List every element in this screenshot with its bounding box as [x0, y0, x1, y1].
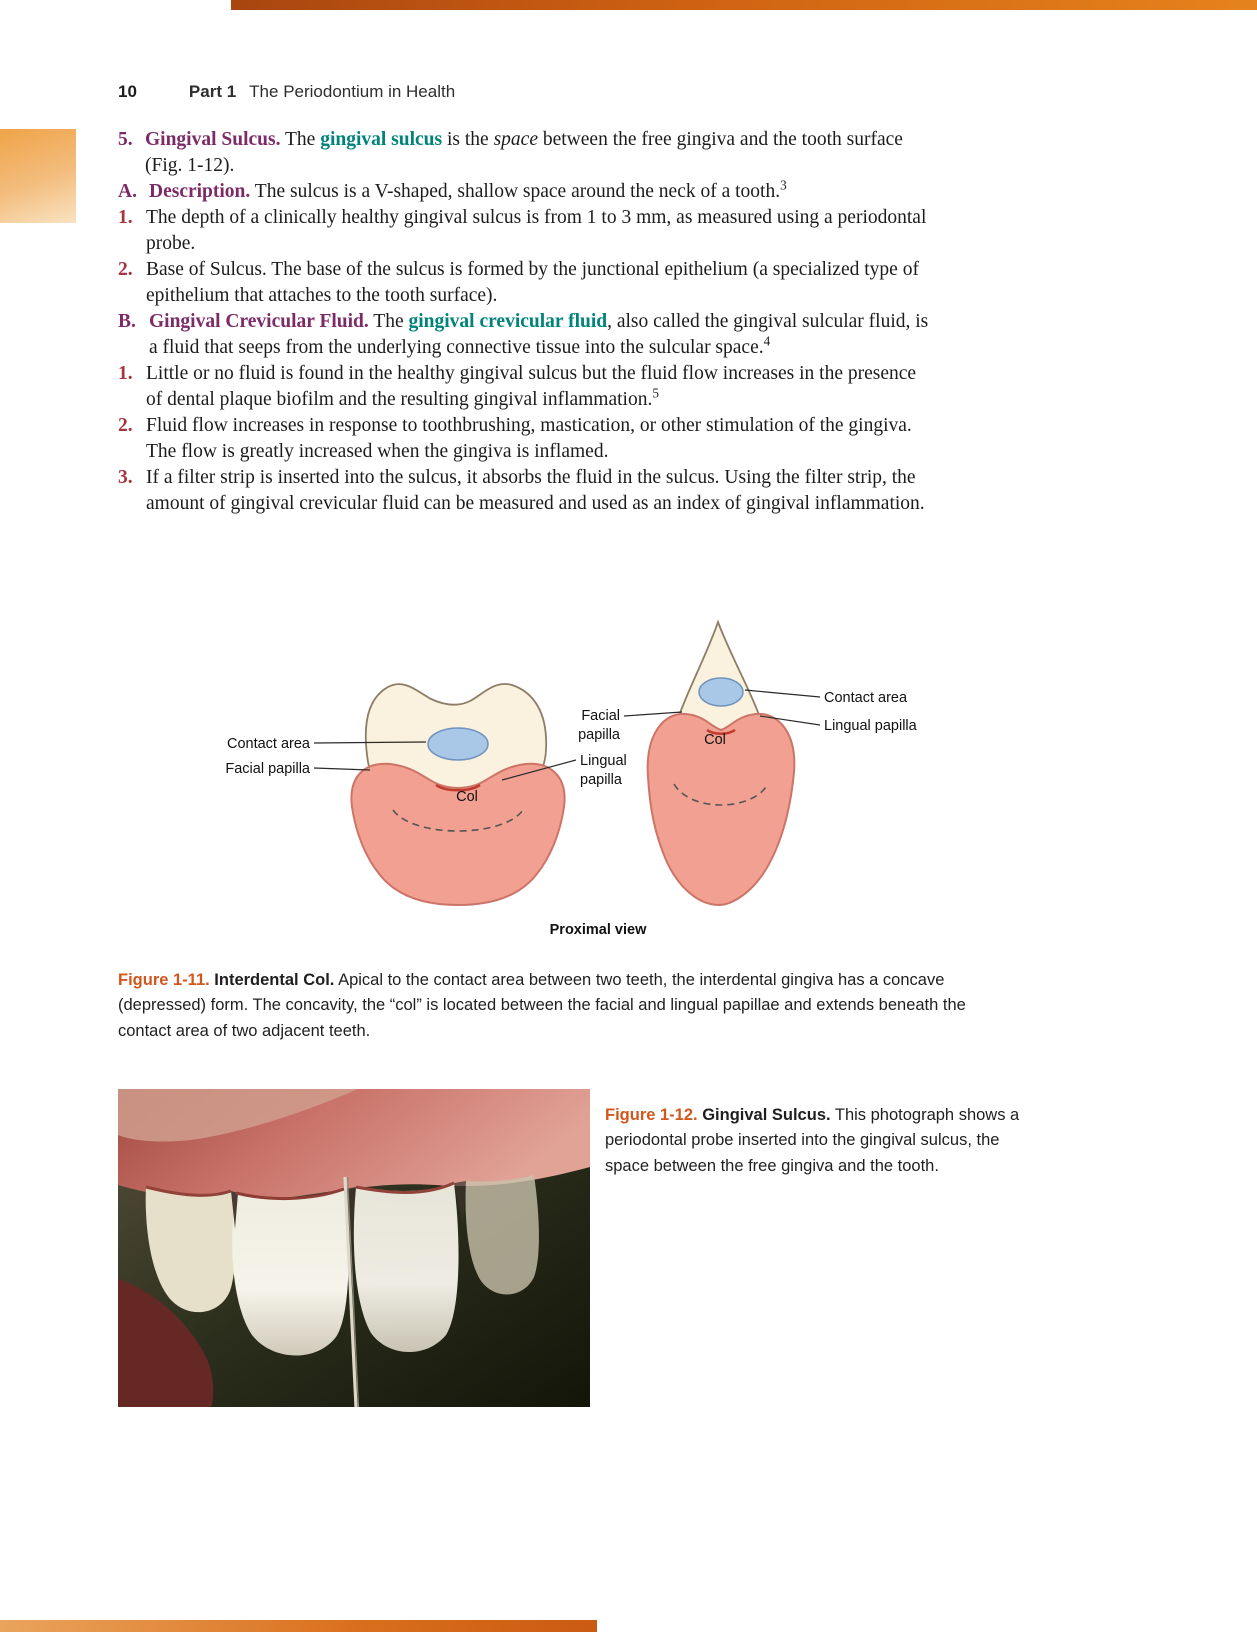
- body-run: The: [280, 129, 321, 150]
- label-lingual-papilla-right: Lingual papilla: [824, 718, 917, 734]
- figure-caption-title: Gingival Sulcus.: [697, 1105, 831, 1124]
- part-label: Part 1: [188, 82, 237, 101]
- figure-1-11: [218, 612, 938, 947]
- reference-superscript: 4: [763, 333, 771, 349]
- contact-area-oval-right: [699, 678, 743, 706]
- item-number: 2.: [118, 259, 133, 280]
- list-item-B2: [118, 413, 930, 465]
- list-item-B: [118, 309, 930, 361]
- reference-superscript: 3: [780, 177, 787, 193]
- body-run: Fluid flow increases in response to toothbrushing, mastication, or other stimulation of the gingiva. The flow is greatly increased when the gingiva is inflamed.: [146, 415, 912, 462]
- body-run: is the: [442, 129, 494, 150]
- interdental-col-diagram: [218, 612, 938, 947]
- item-number: 3.: [118, 467, 133, 488]
- figure-1-11-caption: [118, 968, 1018, 1045]
- body-run: The sulcus is a V-shaped, shallow space around the neck of a tooth.: [250, 181, 781, 202]
- label-facial-papilla-right-line2: papilla: [578, 727, 620, 743]
- proximal-view-label: Proximal view: [549, 922, 647, 938]
- photo-tooth-central: [232, 1189, 348, 1356]
- label-col-right: Col: [704, 732, 726, 748]
- list-item-A2: [118, 257, 930, 309]
- photo-tooth-right: [354, 1183, 459, 1352]
- item-number: A.: [118, 181, 137, 202]
- label-col-left: Col: [456, 789, 478, 805]
- emphasized-word: space: [493, 129, 538, 150]
- item-heading: Gingival Crevicular Fluid.: [149, 311, 369, 332]
- body-run: The depth of a clinically healthy gingival sulcus is from 1 to 3 mm, as measured using a periodontal probe.: [146, 207, 927, 254]
- body-run: If a filter strip is inserted into the sulcus, it absorbs the fluid in the sulcus. Using the filter strip, the amount of gingival crevicular fluid can be measured and used as an index of gingival inflammation.: [146, 467, 925, 514]
- left-decoration-block: [0, 129, 76, 223]
- figure-caption-text: This photograph shows a periodontal probe inserted into the gingival sulcus, the space between the free gingiva and the tooth.: [605, 1105, 1020, 1175]
- body-run: , also called the gingival sulcular fluid, is a fluid that seeps from the underlying connective tissue into the sulcular space.: [149, 311, 929, 358]
- gingival-sulcus-photo: [118, 1089, 590, 1407]
- figure-label: Figure 1-11.: [118, 970, 210, 989]
- list-item-A: [118, 179, 930, 205]
- page-number: 10: [118, 82, 137, 101]
- list-item-B1: [118, 361, 930, 413]
- list-item-B3: [118, 465, 930, 517]
- figure-label: Figure 1-12.: [605, 1105, 698, 1124]
- label-lingual-papilla-left-line2: papilla: [580, 772, 622, 788]
- reference-superscript: 5: [652, 385, 659, 401]
- body-run: The: [368, 311, 409, 332]
- item-number: B.: [118, 311, 136, 332]
- top-decoration-bar: [231, 0, 1257, 10]
- body-text: [118, 127, 930, 517]
- contact-area-oval-left: [428, 728, 488, 760]
- item-number: 5.: [118, 129, 133, 150]
- key-term: gingival crevicular fluid: [408, 311, 608, 332]
- bottom-decoration-bar: [0, 1620, 597, 1632]
- list-item-A1: [118, 205, 930, 257]
- label-lingual-papilla-left-line1: Lingual: [580, 753, 627, 769]
- body-run: between the free gingiva and the tooth surface (Fig. 1-12).: [145, 129, 903, 176]
- item-heading: Gingival Sulcus.: [145, 129, 281, 150]
- item-number: 1.: [118, 207, 133, 228]
- figure-caption-title: Interdental Col.: [209, 970, 335, 989]
- figure-caption-text: Apical to the contact area between two teeth, the interdental gingiva has a concave (depressed) form. The concavity, the “col” is located between the facial and lingual papillae and extends beneath the contact area of two adjacent teeth.: [118, 970, 966, 1040]
- part-title: The Periodontium in Health: [249, 82, 456, 101]
- key-term: gingival sulcus: [320, 129, 443, 150]
- figure-1-12-photo: [118, 1089, 590, 1407]
- item-heading: Description.: [149, 181, 251, 202]
- item-number: 2.: [118, 415, 133, 436]
- label-facial-papilla-left: Facial papilla: [225, 761, 310, 777]
- running-head: [118, 82, 455, 102]
- label-contact-area-left: Contact area: [226, 736, 310, 752]
- list-item-5: [118, 127, 930, 179]
- label-contact-area-right: Contact area: [824, 690, 908, 706]
- body-run: Base of Sulcus. The base of the sulcus is formed by the junctional epithelium (a specialized type of epithelium that attaches to the tooth surface).: [146, 259, 919, 306]
- item-number: 1.: [118, 363, 133, 384]
- body-run: Little or no fluid is found in the healthy gingival sulcus but the fluid flow increases in the presence of dental plaque biofilm and the resulting gingival inflammation.: [146, 363, 917, 410]
- leader-line-facial-papilla-left: [314, 768, 370, 770]
- figure-1-12-caption: [605, 1103, 1033, 1180]
- label-facial-papilla-right-line1: Facial: [581, 708, 620, 724]
- leader-line-contact-area-right: [745, 690, 820, 697]
